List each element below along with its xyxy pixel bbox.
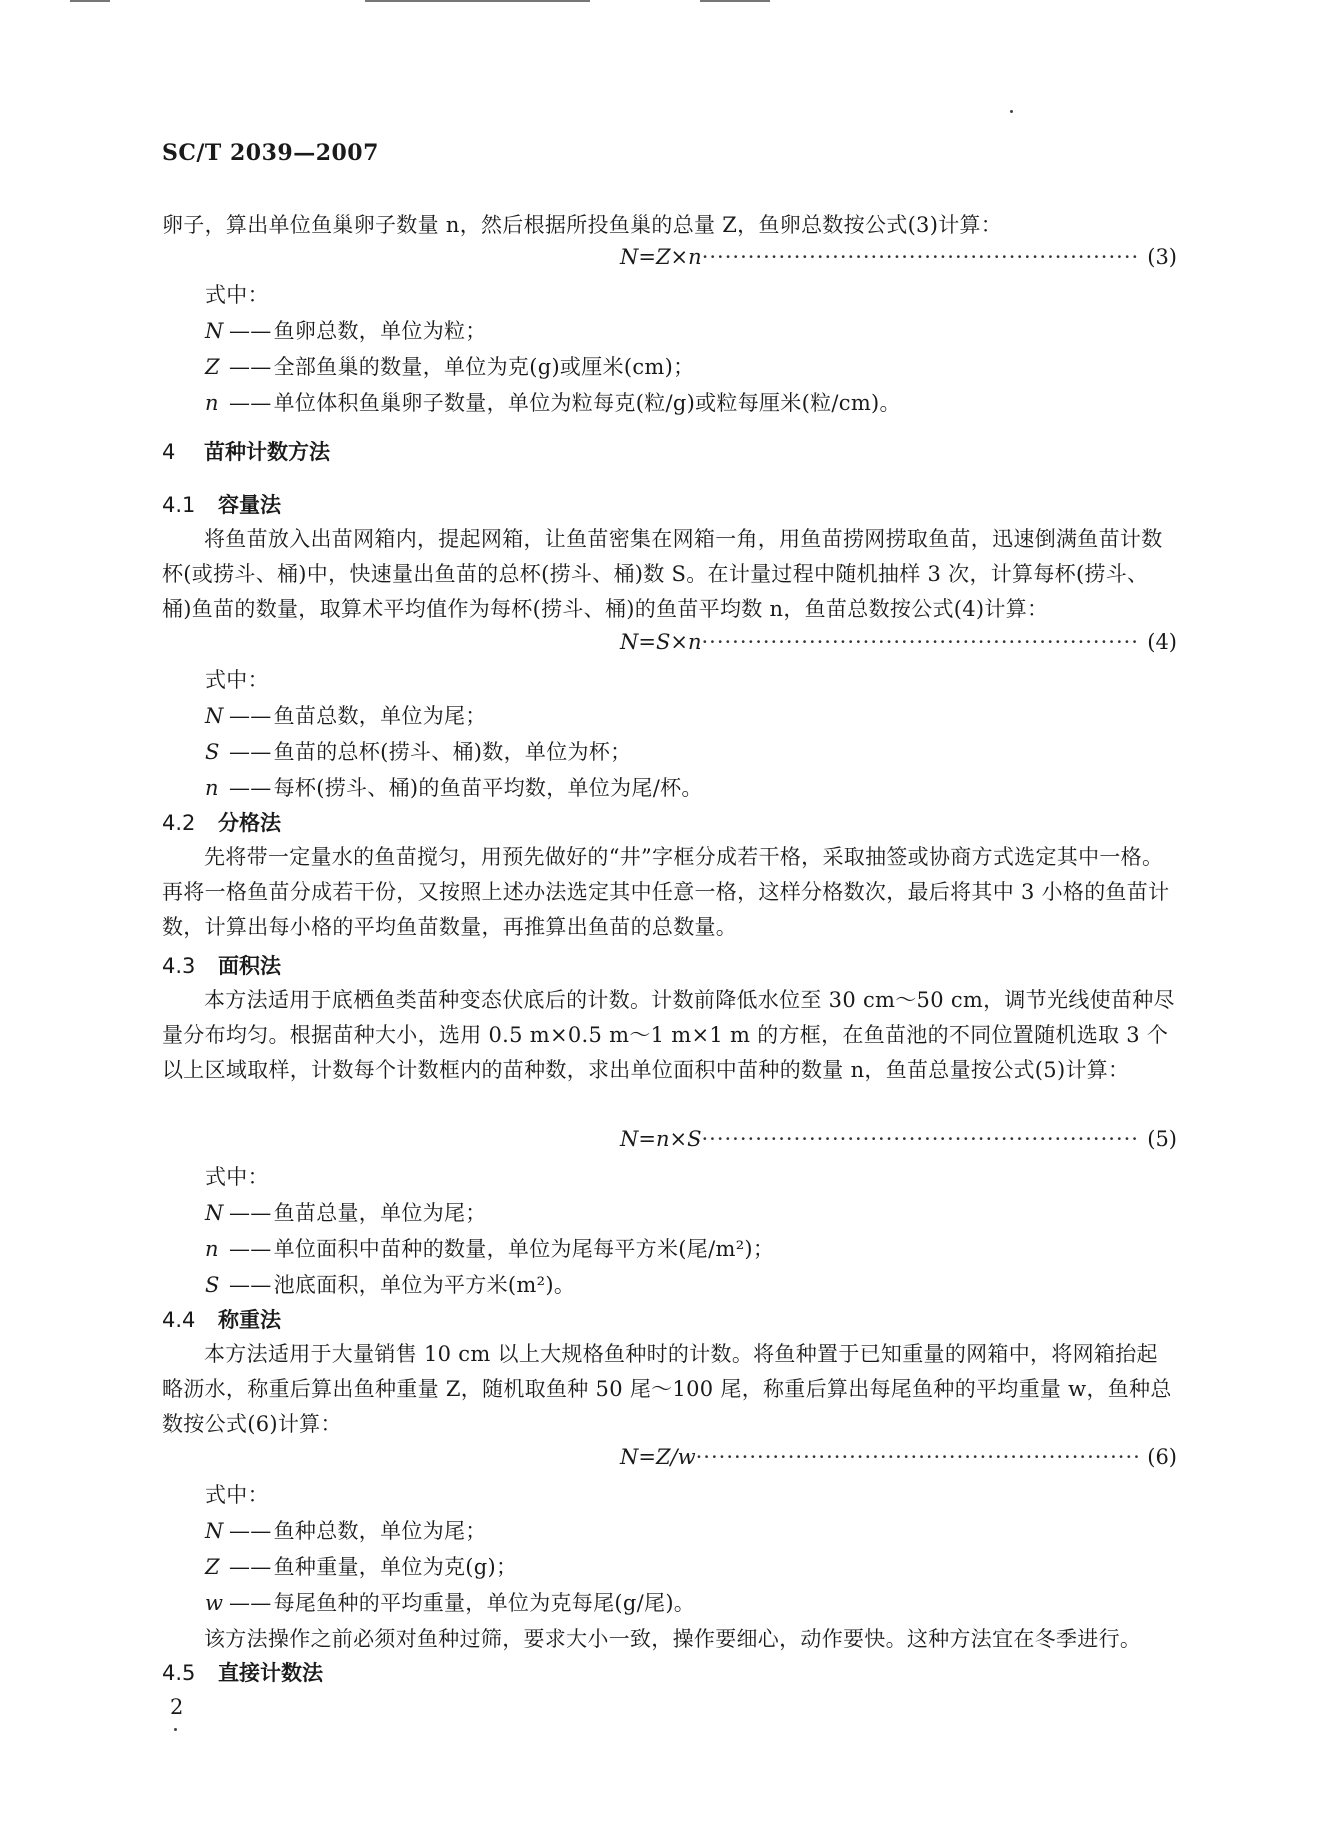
definition-line: w ——每尾鱼种的平均重量，单位为克每尾(g/尾)。 (205, 1588, 695, 1618)
subsection-paragraph: 将鱼苗放入出苗网箱内，提起网箱，让鱼苗密集在网箱一角，用鱼苗捞网捞取鱼苗，迅速倒满鱼苗计数杯(或捞斗、桶)中，快速量出鱼苗的总杯(捞斗、桶)数 S。在计量过程中随机抽样 3 次，计算每杯(捞斗、桶)鱼苗的数量，取算术平均值作为每杯(捞斗、桶)的鱼苗平均数 n，鱼苗总数按公式(4)计算： (162, 527, 1163, 621)
section-title: 苗种计数方法 (204, 440, 330, 464)
definition-text: 单位体积鱼巢卵子数量，单位为粒每克(粒/g)或粒每厘米(粒/cm)。 (273, 391, 901, 415)
formula-number: (6) (1147, 1445, 1177, 1469)
formula-3 (620, 242, 1177, 272)
subsection-paragraph: 本方法适用于底栖鱼类苗种变态伏底后的计数。计数前降低水位至 30 cm～50 cm，调节光线使苗种尽量分布均匀。根据苗种大小，选用 0.5 m×0.5 m～1 m×1 m 的方框，在鱼苗池的不同位置随机选取 3 个以上区域取样，计数每个计数框内的苗种数，求出单位面积中苗种的数量 n，鱼苗总量按公式(5)计算： (162, 988, 1175, 1082)
note-paragraph: 该方法操作之前必须对鱼种过筛，要求大小一致，操作要细心，动作要快。这种方法宜在冬季进行。 (204, 1627, 1142, 1651)
subsection-number: 4.5 (162, 1661, 196, 1685)
formula-expression: N=n×S (620, 1127, 702, 1151)
formula-number: (5) (1147, 1127, 1177, 1151)
definition-text: 单位面积中苗种的数量，单位为尾每平方米(尾/m²)； (273, 1237, 775, 1261)
where-label: 式中： (205, 1165, 269, 1189)
scan-top-rule-left (70, 0, 110, 2)
subsection-paragraph: 先将带一定量水的鱼苗搅匀，用预先做好的“井”字框分成若干格，采取抽签或协商方式选定其中一格。再将一格鱼苗分成若干份，又按照上述办法选定其中任意一格，这样分格数次，最后将其中 3 小格的鱼苗计数，计算出每小格的平均鱼苗数量，再推算出鱼苗的总数量。 (162, 845, 1170, 939)
definition-symbol: N (205, 319, 224, 343)
definition-symbol: N (205, 1519, 224, 1543)
definition-line: n ——单位面积中苗种的数量，单位为尾每平方米(尾/m²)； (205, 1234, 774, 1264)
definition-symbol: w (205, 1591, 224, 1615)
definition-line: N ——鱼种总数，单位为尾； (205, 1516, 487, 1546)
formula-4 (620, 627, 1177, 657)
where-label: 式中： (205, 283, 269, 307)
where-label: 式中： (205, 668, 269, 692)
scan-speck (174, 1728, 177, 1731)
scan-top-rule-mid (365, 0, 590, 2)
definition-line: N ——鱼苗总数，单位为尾； (205, 701, 487, 731)
subsection-heading (162, 951, 281, 981)
definition-line: N ——鱼卵总数，单位为粒； (205, 316, 487, 346)
definition-text: 鱼种重量，单位为克(g)； (273, 1555, 518, 1579)
definition-symbol: S (205, 740, 220, 764)
definition-symbol: n (205, 391, 219, 415)
definition-symbol: Z (205, 1555, 220, 1579)
definition-line: Z ——全部鱼巢的数量，单位为克(g)或厘米(cm)； (205, 352, 694, 382)
where-label: 式中： (205, 1483, 269, 1507)
standard-code: SC/T 2039—2007 (162, 140, 379, 166)
definition-text: 鱼苗的总杯(捞斗、桶)数，单位为杯； (273, 740, 632, 764)
subsection-heading (162, 1658, 323, 1688)
definition-text: 鱼苗总数，单位为尾； (273, 704, 487, 728)
subsection-title: 容量法 (218, 493, 281, 517)
dot-leader (701, 627, 1141, 657)
subsection-title: 直接计数法 (218, 1661, 323, 1685)
page-number: 2 (170, 1695, 184, 1719)
definition-text: 全部鱼巢的数量，单位为克(g)或厘米(cm)； (273, 355, 695, 379)
subsection-title: 称重法 (218, 1308, 281, 1332)
definition-line: n ——每杯(捞斗、桶)的鱼苗平均数，单位为尾/杯。 (205, 773, 703, 803)
definition-text: 每杯(捞斗、桶)的鱼苗平均数，单位为尾/杯。 (273, 776, 703, 800)
section-heading (162, 437, 330, 467)
formula-number: (4) (1147, 630, 1177, 654)
definition-text: 每尾鱼种的平均重量，单位为克每尾(g/尾)。 (273, 1591, 696, 1615)
definition-text: 鱼卵总数，单位为粒； (273, 319, 487, 343)
definition-line: Z ——鱼种重量，单位为克(g)； (205, 1552, 517, 1582)
definition-symbol: n (205, 1237, 219, 1261)
formula-6 (620, 1442, 1177, 1472)
definition-symbol: N (205, 704, 224, 728)
subsection-title: 分格法 (218, 811, 281, 835)
definition-text: 鱼种总数，单位为尾； (273, 1519, 487, 1543)
definition-symbol: Z (205, 355, 220, 379)
definition-line: S ——鱼苗的总杯(捞斗、桶)数，单位为杯； (205, 737, 631, 767)
intro-paragraph: 卵子，算出单位鱼巢卵子数量 n，然后根据所投鱼巢的总量 Z，鱼卵总数按公式(3)计算： (162, 213, 1003, 237)
formula-expression: N=Z/w (620, 1445, 696, 1469)
subsection-number: 4.1 (162, 493, 196, 517)
formula-number: (3) (1147, 245, 1177, 269)
definition-text: 池底面积，单位为平方米(m²)。 (273, 1273, 576, 1297)
definition-line: n ——单位体积鱼巢卵子数量，单位为粒每克(粒/g)或粒每厘米(粒/cm)。 (205, 388, 901, 418)
formula-expression: N=S×n (620, 630, 702, 654)
subsection-heading (162, 490, 281, 520)
dot-leader (702, 242, 1142, 272)
subsection-number: 4.4 (162, 1308, 196, 1332)
definition-line: N ——鱼苗总量，单位为尾； (205, 1198, 487, 1228)
scan-top-rule-right (700, 0, 770, 2)
definition-line: S ——池底面积，单位为平方米(m²)。 (205, 1270, 575, 1300)
formula-5 (620, 1124, 1177, 1154)
definition-symbol: n (205, 776, 219, 800)
definition-symbol: N (205, 1201, 224, 1225)
dot-leader (701, 1124, 1141, 1154)
subsection-number: 4.3 (162, 954, 196, 978)
subsection-title: 面积法 (218, 954, 281, 978)
section-number: 4 (162, 440, 176, 464)
dot-leader (696, 1442, 1142, 1472)
subsection-heading (162, 808, 281, 838)
definition-symbol: S (205, 1273, 220, 1297)
definition-text: 鱼苗总量，单位为尾； (273, 1201, 487, 1225)
subsection-number: 4.2 (162, 811, 196, 835)
formula-expression: N=Z×n (620, 245, 702, 269)
scan-speck (1010, 110, 1013, 113)
subsection-heading (162, 1305, 281, 1335)
subsection-paragraph: 本方法适用于大量销售 10 cm 以上大规格鱼种时的计数。将鱼种置于已知重量的网箱中，将网箱抬起略沥水，称重后算出鱼种重量 Z，随机取鱼种 50 尾～100 尾，称重后算出每尾鱼种的平均重量 w，鱼种总数按公式(6)计算： (162, 1342, 1172, 1436)
